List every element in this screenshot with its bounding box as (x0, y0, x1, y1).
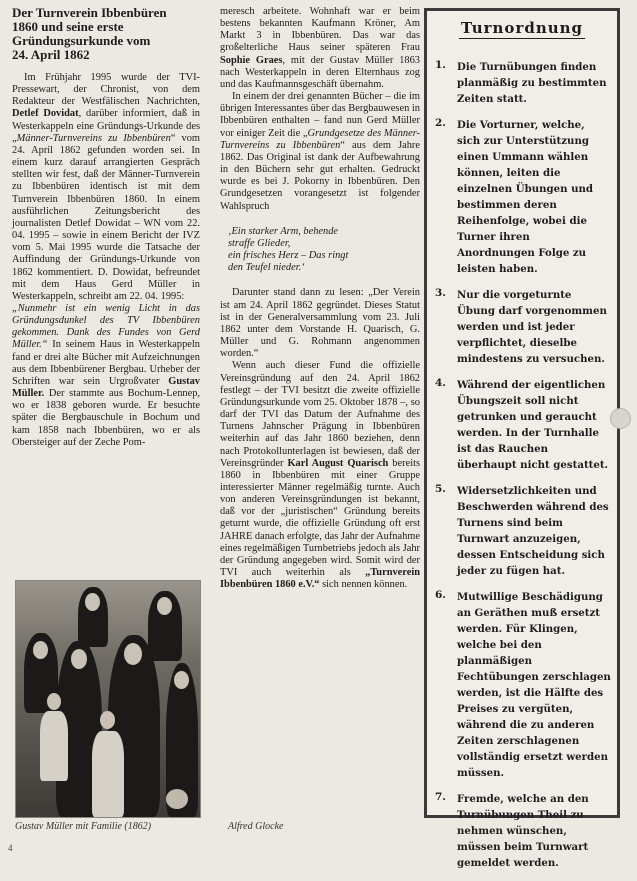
family-photo (15, 580, 201, 818)
motto-quote: ‚Ein starker Arm, behende straffe Glieder, ein frisches Herz – Das ringt den Teufel nieder.‘ (228, 225, 349, 274)
name-gustav-mueller: Gustav Müller. (12, 375, 200, 400)
rule-item: 7. Fremde, welche an den Turnübungen Theil zu nehmen wünschen, müssen beim Turnwart gemeldet werden. (435, 791, 589, 869)
name-dovidat: Detlef Dovidat (12, 108, 79, 120)
punch-hole (610, 408, 631, 429)
club-name: „Turnverein Ibbenbüren 1860 e.V.“ (220, 567, 420, 591)
rule-item: 5. Widersetzlichkeiten und Beschwerden während des Turnens sind beim Turnwart anzuzeigen, dessen Entscheidung sich jeder zu fügen hat. (435, 483, 609, 577)
rule-item: 3. Nur die vorgeturnte Übung darf vorgenommen werden und ist jeder verpflichtet, dieselbe mindestens zu versuchen. (435, 287, 607, 365)
article-headline: Der Turnverein Ibbenbüren 1860 und seine erste Gründungsurkunde vom 24. April 1862 (12, 5, 167, 62)
rules-list (435, 59, 611, 881)
turnordnung-box (424, 8, 620, 869)
turnordnung-title: Turnordnung (460, 19, 584, 37)
article-body-left: Im Frühjahr 1995 wurde der TVI-Pressewart, der Chronist, von dem Redakteur der Westfälischen Nachrichten, Detlef Dovidat, darüber informiert, daß in Westerkappeln eine Gründungs-Urkunde des „Männer-Turnvereins zu Ibbenbüren“ vom 24. April 1862 gefunden worden sei. In einem kurz darauf arrangierten Gespräch stellten wir fest, daß der Männer-Turnverein zu Ibbenbüren identisch ist mit dem Turnverein Ibbenbüren 1860. In einem ausführlichen Zeitungsbericht des journalisten Detlef Dowidat – WN vom 22. 04. 1995 – sowie in einem Bericht der IVZ vom 5. Mai 1995 wurde die Tatsache der Auffindung der Gründungs-Urkunde von 1862 kommentiert. D. Dowidat, befreundet mit dem Haus Gerd Müller in Westerkappeln, schreibt am 22. 04. 1995: „Nunmehr ist ein wenig Licht in das Gründungsdunkel des TV Ibbenbüren gekommen. Dank des Fundes von Gerd Müller.“ In seinem Haus in Westerkappeln fand er drei alte Bücher mit Aufzeichnungen aus dem Ibbenbürener Bergbau. Urheber der Schriften war sein Urgroßvater Gustav Müller. Der stammte aus Bochum-Lennep, wo er 1838 geboren wurde. Er besuchte später die Bergbauschule in Bochum und kam 1858 nach Ibbenbüren, wo er als Obersteiger auf der Zeche Pom- (12, 72, 201, 448)
rule-item: 6. Mutwillige Beschädigung an Geräthen muß ersetzt werden. Für Klingen, welche bei den planmäßigen Fechtübungen zerschlagen werden, ist die Hälfte des Preises zu vergüten, während die zu anderen Zeiten zerschlagenen vollständig ersetzt werden müssen. (435, 589, 611, 779)
name-sophie-graes: Sophie Graes (220, 54, 283, 66)
rule-item: 4. Während der eigentlichen Übungszeit soll nicht getrunken und geraucht werden. In der Turnhalle ist das Rauchen überhaupt nicht gestattet. (435, 377, 609, 471)
article-author: Alfred Glocke (228, 821, 284, 832)
name-quarisch: Karl August Quarisch (287, 457, 389, 469)
rule-item: 1. Die Turnübungen finden planmäßig zu bestimmten Zeiten statt. (435, 59, 607, 105)
quote-dovidat: „Nunmehr ist ein wenig Licht in das Gründungsdunkel des TV Ibbenbüren gekommen. Dank des Fundes von Gerd Müller.“ (12, 302, 200, 351)
article-column-middle (220, 6, 420, 591)
rule-item: 2. Die Vorturner, welche, sich zur Unterstützung einen Ummann wählen können, leiten die einzelnen Übungen und bestimmen deren Reihenfolge, wobei die Turner ihren Anordnungen Folge zu leisten haben. (435, 117, 594, 275)
photo-caption: Gustav Müller mit Familie (1862) (15, 821, 152, 832)
article-column-left (12, 6, 200, 449)
page-number: 4 (8, 843, 13, 853)
article-body-middle: meresch arbeitete. Wohnhaft war er beim bestens bekannten Kaufmann Kröner, Am Markt 3 in Ibbenbüren. Das war das großelterliche Haus seiner späteren Frau Sophie Graes, mit der Gustav Müller 1863 nach Westerkappeln in deren Elternhaus zog und das Kaufmannsgeschäft übernahm. In einem der drei genannten Bücher – die im übrigen Interessantes über das Bergbauwesen in Ibbenbüren enthalten – fand nun Gerd Müller vor einiger Zeit die „Grundgesetze des Männer-Turnvereins zu Ibbenbüren“ aus dem Jahre 1862. Das Original ist dank der Aufbewahrung in den Büchern sehr gut erhalten. Gedruckt wurde es bei J. Pokorny in Ibbenbüren. Den Grundgesetzen vorangesetzt ist folgender Wahlspruch ‚Ein starker Arm, behende straffe Glieder, ein frisches Herz – Das ringt den Teufel nieder.‘ Darunter stand dann zu lesen: „Der Verein ist am 24. April 1862 gegründet. Dieses Statut ist in der Generalversammlung vom 23. Juli 1862 unter dem Vorstande H. Quarisch, G. Müller und G. Rohmann angenommen worden.“ Wenn auch dieser Fund die offizielle Vereinsgründung auf den 24. April 1862 festlegt – der TVI besitzt die zweite offizielle Gründungsurkunde vom 25. Oktober 1878 –, so darf der TVI das Datum der Aufnahme des Turnens Jahnscher Prägung in Ibbenbüren weiterhin auf das Jahr 1860 beziehen, denn nach Protokollunterlagen ist bewiesen, daß der Vereinsgründer Karl August Quarisch bereits 1860 in Ibbenbüren mit einer Gruppe interessierter Männer regelmäßig turnte. Auch von anderen Vereinsgründungen ist bekannt, daß vor der „juristischen“ Gründung bereits geturnt wurde, die offizielle Gründung oft erst JAHRE danach erfolgte, das Jahr der Aufnahme eines regelmäßigen Turnbetriebs jedoch als Jahr der Gründung angegeben wird. Somit wird der TVI auch weiterhin als „Turnverein Ibbenbüren 1860 e.V.“ sich nennen können. (220, 6, 421, 591)
